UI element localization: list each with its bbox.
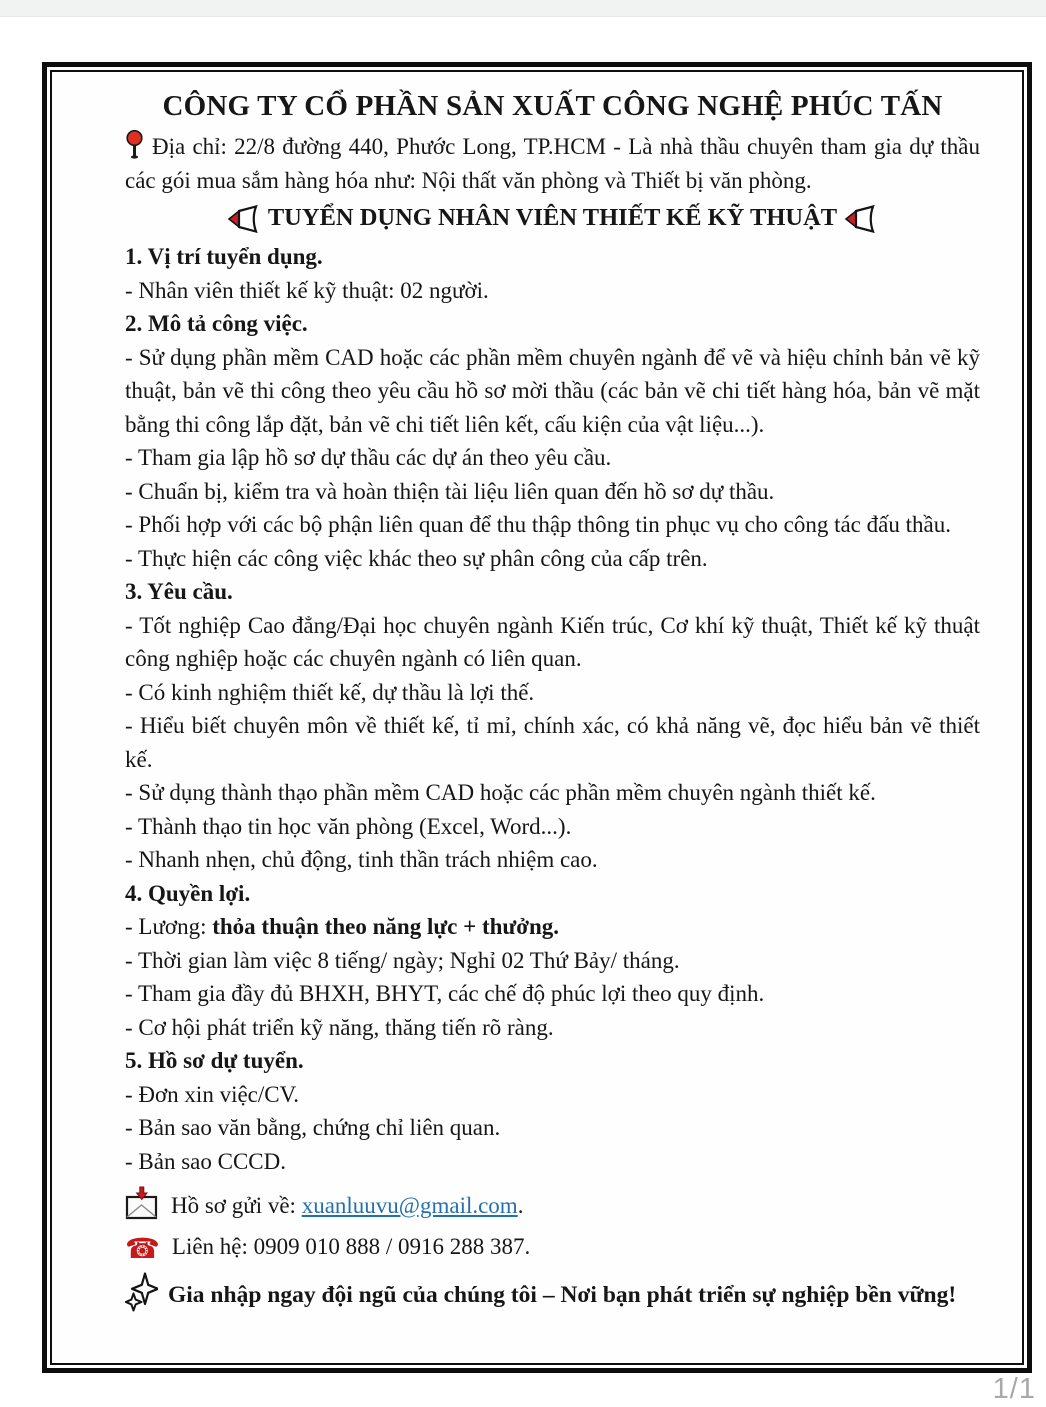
list-item: - Cơ hội phát triển kỹ năng, thăng tiến rõ ràng. xyxy=(125,1014,554,1040)
section-heading: 1. Vị trí tuyển dụng. xyxy=(125,244,323,269)
email-label: Hồ sơ gửi về: xyxy=(171,1193,302,1218)
address-text: Địa chỉ: 22/8 đường 440, Phước Long, TP.HCM - Là nhà thầu chuyên tham gia dự thầu các gói mua sắm hàng hóa như: Nội thất văn phòng và Thiết bị văn phòng. xyxy=(125,134,980,193)
salary-value: thỏa thuận theo năng lực + thưởng. xyxy=(212,914,559,939)
list-item: - Bản sao văn bằng, chứng chỉ liên quan. xyxy=(125,1115,501,1140)
pushpin-icon xyxy=(125,130,144,160)
browser-top-strip xyxy=(0,0,1046,17)
section-application-documents xyxy=(125,1044,980,1178)
closing-text: Gia nhập ngay đội ngũ của chúng tôi – Nơi bạn phát triển sự nghiệp bền vững! xyxy=(168,1282,957,1308)
phone-number: 0909 010 888 / 0916 288 387. xyxy=(253,1233,531,1259)
salary-item xyxy=(125,910,980,944)
section-position xyxy=(125,240,980,307)
sparkles-icon xyxy=(125,1272,158,1312)
closing-line xyxy=(125,1272,980,1313)
section-heading: 4. Quyền lợi. xyxy=(125,880,251,906)
list-item: - Chuẩn bị, kiểm tra và hoàn thiện tài liệu liên quan đến hồ sơ dự thầu. xyxy=(125,478,775,504)
list-item: - Có kinh nghiệm thiết kế, dự thầu là lợi thế. xyxy=(125,679,535,705)
section-requirements xyxy=(125,575,980,877)
megaphone-left-icon xyxy=(226,205,262,233)
list-item: - Hiểu biết chuyên môn về thiết kế, tỉ mỉ, chính xác, có khả năng vẽ, đọc hiểu bản vẽ thiết kế. xyxy=(125,713,980,772)
phone-label: Liên hệ: xyxy=(171,1233,254,1259)
megaphone-right-icon xyxy=(843,205,879,233)
list-item: - Nhanh nhẹn, chủ động, tinh thần trách nhiệm cao. xyxy=(125,847,598,872)
document-page xyxy=(42,62,1032,1373)
address-line xyxy=(125,130,980,197)
envelope-download-icon xyxy=(125,1185,159,1221)
email-line xyxy=(125,1185,980,1223)
section-heading: 2. Mô tả công việc. xyxy=(125,311,308,336)
list-item: - Tốt nghiệp Cao đẳng/Đại học chuyên ngành Kiến trúc, Cơ khí kỹ thuật, Thiết kế kỹ thuật công nghiệp hoặc các chuyên ngành có liên quan. xyxy=(125,612,980,671)
section-job-description xyxy=(125,307,980,575)
list-item: - Sử dụng phần mềm CAD hoặc các phần mềm chuyên ngành để vẽ và hiệu chỉnh bản vẽ kỹ thuật, bản vẽ thi công theo yêu cầu hồ sơ mời thầu (các bản vẽ chi tiết hàng hóa, bản vẽ mặt bằng thi công lắp đặt, bản vẽ chi tiết liên kết, cấu kiện của vật liệu...). xyxy=(125,344,980,437)
section-heading: 3. Yêu cầu. xyxy=(125,579,233,604)
recruitment-headline xyxy=(125,198,980,238)
list-item: - Nhân viên thiết kế kỹ thuật: 02 người. xyxy=(125,277,489,303)
company-title: CÔNG TY CỔ PHẦN SẢN XUẤT CÔNG NGHỆ PHÚC TẤN xyxy=(162,90,943,122)
list-item: - Thành thạo tin học văn phòng (Excel, Word...). xyxy=(125,813,572,839)
salary-label: - Lương: xyxy=(125,914,213,939)
list-item: - Sử dụng thành thạo phần mềm CAD hoặc các phần mềm chuyên ngành thiết kế. xyxy=(125,780,876,805)
email-link[interactable]: xuanluuvu@gmail.com xyxy=(301,1193,518,1218)
email-period: . xyxy=(517,1193,524,1218)
section-benefits xyxy=(125,877,980,1045)
section-heading: 5. Hồ sơ dự tuyển. xyxy=(125,1048,304,1073)
telephone-icon: ☎ xyxy=(125,1231,160,1265)
list-item: - Thực hiện các công việc khác theo sự phân công của cấp trên. xyxy=(125,545,708,571)
document-border-inner xyxy=(50,70,1024,1365)
list-item: - Thời gian làm việc 8 tiếng/ ngày; Nghỉ 02 Thứ Bảy/ tháng. xyxy=(125,947,680,973)
list-item: - Đơn xin việc/CV. xyxy=(125,1081,300,1107)
recruitment-headline-text: TUYỂN DỤNG NHÂN VIÊN THIẾT KẾ KỸ THUẬT xyxy=(267,204,838,231)
list-item: - Tham gia đầy đủ BHXH, BHYT, các chế độ phúc lợi theo quy định. xyxy=(125,981,765,1006)
list-item: - Tham gia lập hồ sơ dự thầu các dự án theo yêu cầu. xyxy=(125,445,612,470)
list-item: - Phối hợp với các bộ phận liên quan để thu thập thông tin phục vụ cho công tác đấu thầu. xyxy=(125,512,951,537)
phone-line xyxy=(125,1230,980,1264)
list-item: - Bản sao CCCD. xyxy=(125,1148,286,1174)
page-indicator: 1/1 xyxy=(992,1373,1036,1405)
